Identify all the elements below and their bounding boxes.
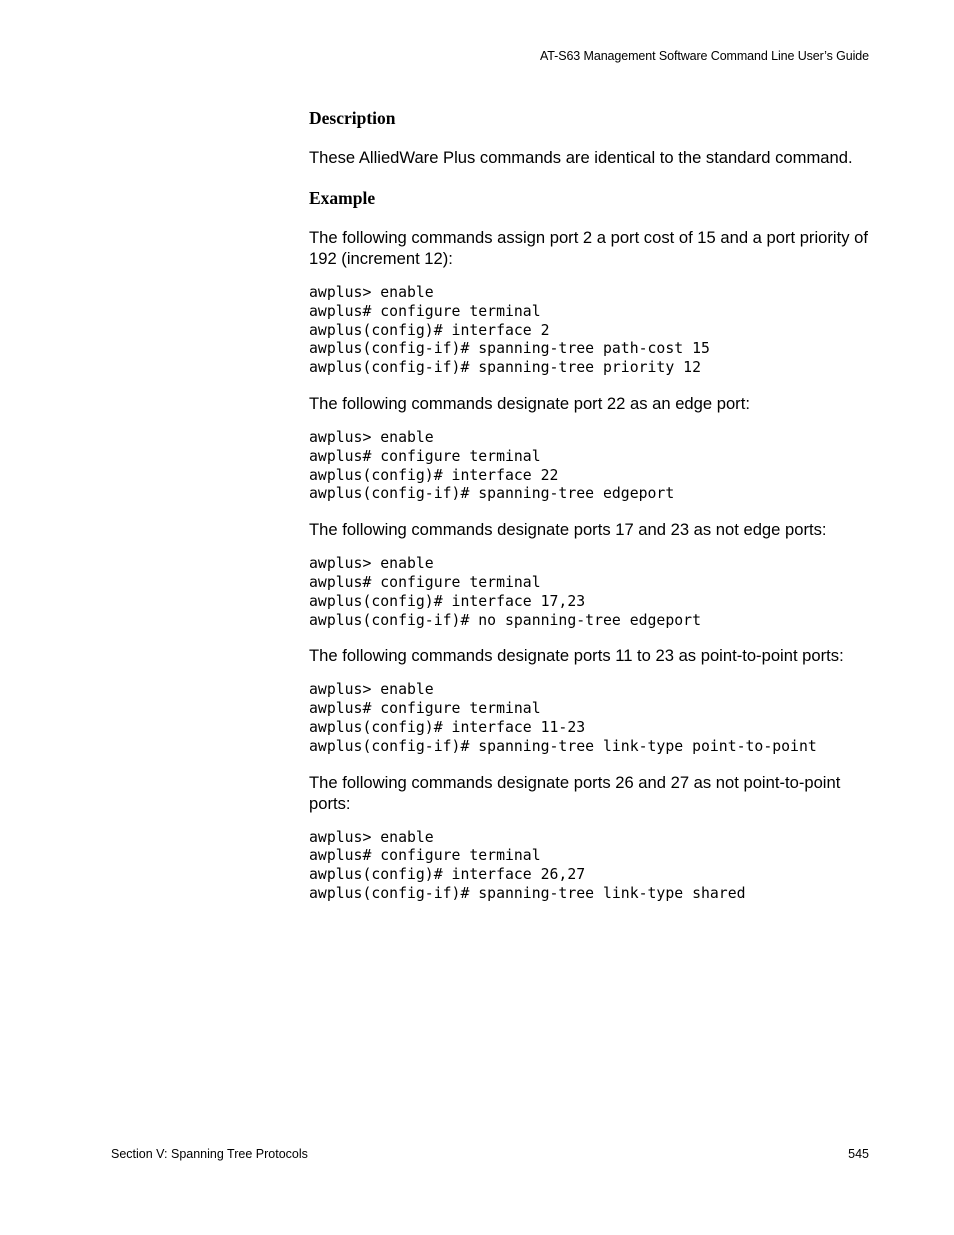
- running-header: AT-S63 Management Software Command Line User’s Guide: [540, 49, 869, 63]
- code-block-5: awplus> enable awplus# configure terminal awplus(config)# interface 26,27 awplus(config-if)# spanning-tree link-type shared: [309, 828, 746, 902]
- code-block-2: awplus> enable awplus# configure terminal awplus(config)# interface 22 awplus(config-if)# spanning-tree edgeport: [309, 428, 675, 503]
- footer-section-title: Section V: Spanning Tree Protocols: [111, 1147, 308, 1161]
- code-block-3: awplus> enable awplus# configure terminal awplus(config)# interface 17,23 awplus(config-if)# no spanning-tree edgeport: [309, 555, 701, 629]
- description-text: These AlliedWare Plus commands are identical to the standard command.: [309, 148, 853, 167]
- code-block-1: awplus> enable awplus# configure terminal awplus(config)# interface 2 awplus(config-if)# spanning-tree path-cost 15 awplus(config-if)# spanning-tree priority 12: [309, 284, 710, 377]
- code-block-4: awplus> enable awplus# configure terminal awplus(config)# interface 11-23 awplus(config-if)# spanning-tree link-type point-to-point: [309, 681, 817, 755]
- footer-page-number: 545: [848, 1147, 869, 1161]
- example-intro-3: The following commands designate ports 17 and 23 as not edge ports:: [309, 520, 827, 540]
- description-heading: Description: [309, 108, 396, 128]
- example-intro-1: The following commands assign port 2 a port cost of 15 and a port priority of 192 (increment 12):: [309, 228, 868, 268]
- example-heading: Example: [309, 188, 376, 208]
- example-intro-4: The following commands designate ports 11 to 23 as point-to-point ports:: [309, 646, 844, 666]
- example-intro-2: The following commands designate port 22 as an edge port:: [309, 393, 750, 413]
- example-intro-5: The following commands designate ports 26 and 27 as not point-to-point ports:: [309, 772, 841, 813]
- page-content: [309, 108, 874, 904]
